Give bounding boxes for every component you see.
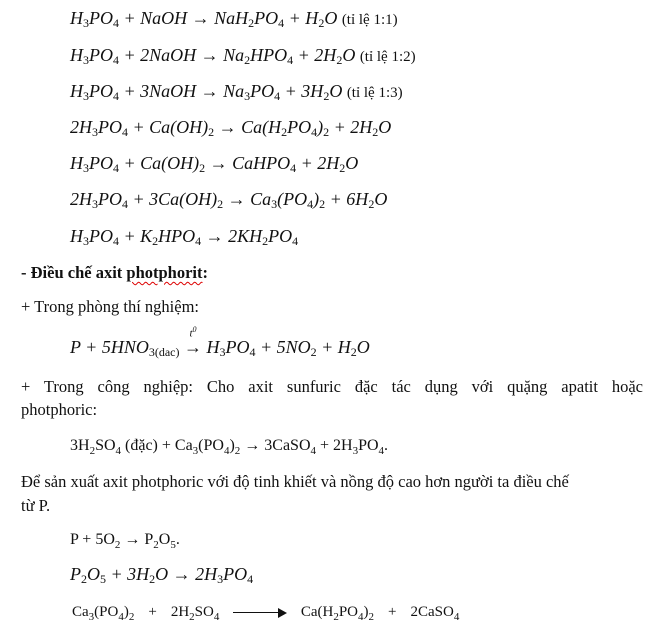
equation-2-ratio: (tỉ lệ 1:2) bbox=[359, 49, 416, 65]
equation-6: $2H_3PO_4 + 3Ca(OH)_2 \to Ca_3(PO_4)_2 + 6H_2O$ bbox=[70, 189, 388, 211]
industry-line-1: + Trong công nghiệp: Cho axit sunfuric đặc tác dụng với quặng apatit hoặc bbox=[21, 377, 643, 396]
pure-line-1: Để sản xuất axit photphoric với độ tinh khiết và nồng độ cao hơn người ta điều chế bbox=[21, 472, 569, 491]
equation-7: $H_3PO_4 + K_2HPO_4 \to 2KH_2PO_4$ bbox=[70, 226, 299, 248]
equation-1 bbox=[70, 8, 398, 31]
pure-line-2: từ P. bbox=[21, 496, 51, 515]
heading-prefix: - Điều chế axit bbox=[21, 263, 127, 282]
equation-3 bbox=[70, 81, 403, 104]
long-arrow-icon bbox=[233, 608, 287, 618]
heading-spellcheck-word: photphorit bbox=[126, 263, 203, 282]
lab-equation: $P + 5HNO_{3(dac)}$ $t^0$ → $H_3PO_4 + 5NO_2 + H_2O$ bbox=[70, 325, 370, 359]
phosphorus-oxidation-equation: $P + 5O_2 \to P_2O_5$. bbox=[70, 531, 180, 551]
superphosphate-equation: $Ca_3(PO_4)_2 + 2H_2SO_4$ $Ca(H_2PO_4)_2$ + 2CaSO$_4$ bbox=[72, 604, 460, 623]
industry-line-2: photphoric: bbox=[21, 400, 98, 419]
equation-3-ratio: (tỉ lệ 1:3) bbox=[346, 85, 403, 101]
equation-3-formula: $H_3PO_4$ + 3NaOH → $Na_3PO_4 + 3H_2O$ bbox=[70, 81, 343, 103]
equation-2-formula: $H_3PO_4$ + 2NaOH → $Na_2HPO_4 + 2H_2O$ bbox=[70, 45, 356, 67]
heat-arrow: $t^0$ → bbox=[183, 325, 202, 357]
heading-suffix: : bbox=[202, 263, 209, 282]
lab-label: + Trong phòng thí nghiệm: bbox=[21, 297, 199, 316]
equation-4: $2H_3PO_4 + Ca(OH)_2 \to Ca(H_2PO_4)_2 + 2H_2O$ bbox=[70, 117, 392, 139]
equation-1-formula: $H_3PO_4$ + NaOH → $NaH_2PO_4 + H_2O$ bbox=[70, 8, 338, 30]
equation-1-ratio: (tỉ lệ 1:1) bbox=[341, 12, 398, 28]
section-heading bbox=[21, 263, 208, 283]
p2o5-hydration-equation: $P_2O_5 + 3H_2O \to 2H_3PO_4$ bbox=[70, 564, 254, 586]
equation-5: $H_3PO_4 + Ca(OH)_2$ → CaHPO$_4$ + $2H_2O$ bbox=[70, 153, 359, 175]
industry-equation: $3H_2SO_4$ (đặc) + $Ca_3(PO_4)_2$ → 3CaSO$_4$ + $2H_3PO_4$. bbox=[70, 437, 389, 457]
equation-2 bbox=[70, 45, 416, 68]
